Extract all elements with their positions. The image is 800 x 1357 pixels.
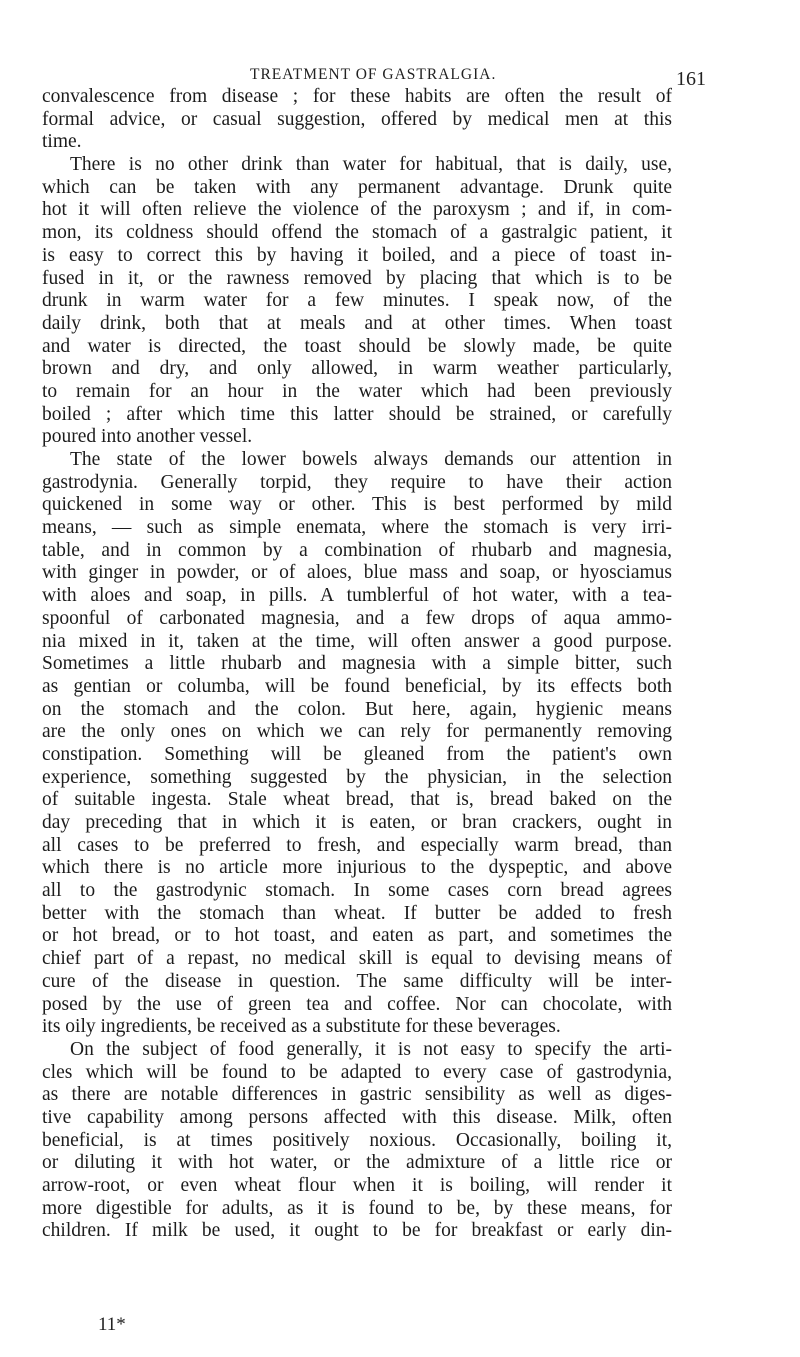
text-line: is easy to correct this by having it boiled, and a piece of toast in- bbox=[42, 244, 672, 266]
text-line: poured into another vessel. bbox=[42, 426, 253, 448]
page-number: 161 bbox=[676, 68, 706, 90]
text-line: formal advice, or casual suggestion, offered by medical men at this bbox=[42, 108, 672, 130]
signature-mark: 11* bbox=[98, 1314, 126, 1335]
text-line: with aloes and soap, in pills. A tumblerful of hot water, with a tea- bbox=[42, 585, 672, 607]
text-line: chief part of a repast, no medical skill is equal to devising means of bbox=[42, 948, 672, 970]
text-line: The state of the lower bowels always demands our attention in bbox=[70, 449, 672, 470]
text-line: On the subject of food generally, it is not easy to specify the arti- bbox=[70, 1038, 672, 1060]
text-line: drunk in warm water for a few minutes. I speak now, of the bbox=[42, 290, 672, 312]
text-line: time. bbox=[42, 131, 82, 153]
running-head: TREATMENT OF GASTRALGIA. bbox=[250, 66, 497, 83]
text-line: more digestible for adults, as it is found to be, by these means, for bbox=[42, 1197, 672, 1219]
text-line: spoonful of carbonated magnesia, and a few drops of aqua ammo- bbox=[42, 607, 672, 629]
text-line: constipation. Something will be gleaned from the patient's own bbox=[42, 743, 672, 765]
text-line: better with the stomach than wheat. If butter be added to fresh bbox=[42, 902, 672, 924]
text-line: daily drink, both that at meals and at other times. When toast bbox=[42, 312, 672, 334]
text-line: tive capability among persons affected with this disease. Milk, often bbox=[42, 1106, 672, 1128]
text-line: all cases to be preferred to fresh, and especially warm bread, than bbox=[42, 834, 672, 856]
text-line: means, — such as simple enemata, where the stomach is very irri- bbox=[42, 517, 672, 539]
text-line: as there are notable differences in gastric sensibility as well as diges- bbox=[42, 1084, 672, 1106]
text-line: to remain for an hour in the water which had been previously bbox=[42, 380, 672, 402]
text-line: which there is no article more injurious to the dyspeptic, and above bbox=[42, 857, 672, 879]
text-line: with ginger in powder, or of aloes, blue mass and soap, or hyosciamus bbox=[42, 562, 672, 584]
text-line: which can be taken with any permanent advantage. Drunk quite bbox=[42, 176, 672, 198]
text-line: boiled ; after which time this latter should be strained, or carefully bbox=[42, 403, 672, 425]
text-line: table, and in common by a combination of rhubarb and magnesia, bbox=[42, 539, 672, 561]
text-line: as gentian or columba, will be found beneficial, by its effects both bbox=[42, 675, 672, 697]
body-text bbox=[42, 86, 672, 1243]
text-line: posed by the use of green tea and coffee. Nor can chocolate, with bbox=[42, 993, 672, 1015]
text-line: convalescence from disease ; for these habits are often the result of bbox=[42, 86, 672, 107]
text-line: Sometimes a little rhubarb and magnesia with a simple bitter, such bbox=[42, 653, 672, 675]
text-line: fused in it, or the rawness removed by placing that which is to be bbox=[42, 267, 672, 289]
text-line: cure of the disease in question. The same difficulty will be inter- bbox=[42, 970, 672, 992]
text-line: beneficial, is at times positively noxious. Occasionally, boiling it, bbox=[42, 1129, 672, 1151]
text-line: gastrodynia. Generally torpid, they require to have their action bbox=[42, 471, 672, 493]
text-line: hot it will often relieve the violence of the paroxysm ; and if, in com- bbox=[42, 199, 672, 221]
text-line: day preceding that in which it is eaten, or bran crackers, ought in bbox=[42, 812, 672, 833]
text-line: quickened in some way or other. This is best performed by mild bbox=[42, 494, 672, 516]
text-line: or hot bread, or to hot toast, and eaten as part, and sometimes the bbox=[42, 925, 672, 947]
text-line: on the stomach and the colon. But here, again, hygienic means bbox=[42, 698, 672, 720]
text-line: and water is directed, the toast should be slowly made, be quite bbox=[42, 335, 672, 357]
text-line: of suitable ingesta. Stale wheat bread, that is, bread baked on the bbox=[42, 789, 672, 811]
text-line: There is no other drink than water for habitual, that is daily, use, bbox=[70, 154, 672, 176]
text-line: experience, something suggested by the physician, in the selection bbox=[42, 766, 672, 788]
text-line: or diluting it with hot water, or the admixture of a little rice or bbox=[42, 1152, 672, 1174]
text-line: brown and dry, and only allowed, in warm weather particularly, bbox=[42, 358, 672, 380]
text-line: all to the gastrodynic stomach. In some cases corn bread agrees bbox=[42, 880, 672, 902]
text-line: arrow-root, or even wheat flour when it is boiling, will render it bbox=[42, 1175, 672, 1196]
text-line: its oily ingredients, be received as a substitute for these beverages. bbox=[42, 1016, 561, 1038]
text-line: mon, its coldness should offend the stomach of a gastralgic patient, it bbox=[42, 222, 672, 244]
text-line: are the only ones on which we can rely for permanently removing bbox=[42, 721, 672, 743]
text-line: cles which will be found to be adapted to every case of gastrodynia, bbox=[42, 1061, 672, 1083]
text-line: children. If milk be used, it ought to be for breakfast or early din- bbox=[42, 1220, 672, 1242]
text-line: nia mixed in it, taken at the time, will often answer a good purpose. bbox=[42, 630, 672, 652]
